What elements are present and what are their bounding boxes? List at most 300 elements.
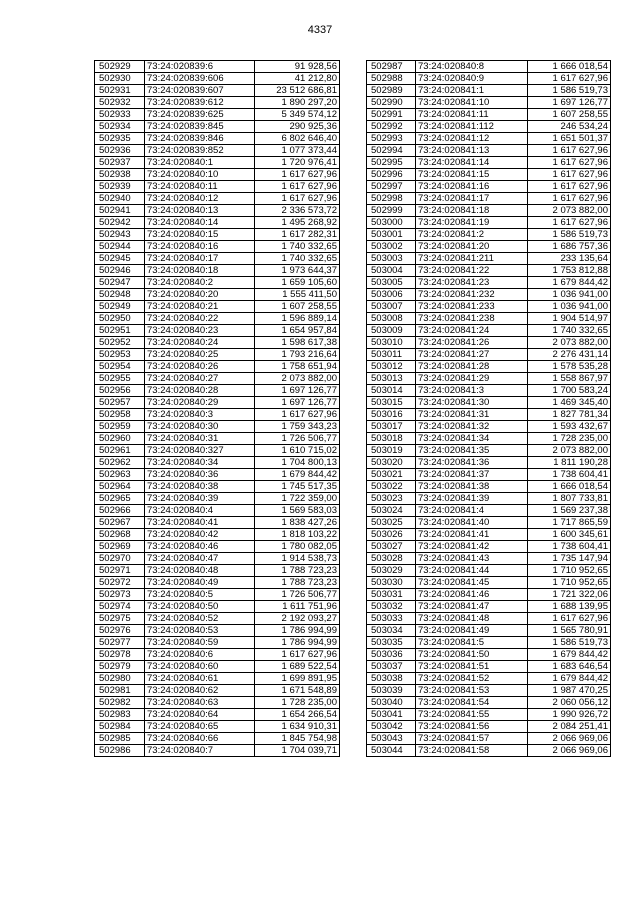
cadastral-number: 73:24:020841:232 — [416, 289, 528, 301]
row-number: 503010 — [367, 337, 416, 349]
row-number: 502946 — [95, 265, 145, 277]
row-number: 502970 — [95, 553, 145, 565]
cadastral-value: 2 073 882,00 — [528, 337, 611, 349]
row-number: 502936 — [95, 145, 145, 157]
cadastral-number: 73:24:020841:47 — [416, 601, 528, 613]
cadastral-table-left — [94, 60, 340, 757]
table-row — [367, 169, 611, 181]
table-row — [95, 241, 340, 253]
table-row — [367, 229, 611, 241]
row-number: 502943 — [95, 229, 145, 241]
row-number: 502974 — [95, 601, 145, 613]
cadastral-value: 2 276 431,14 — [528, 349, 611, 361]
cadastral-value: 1 811 190,28 — [528, 457, 611, 469]
table-row — [367, 637, 611, 649]
cadastral-number: 73:24:020840:27 — [145, 373, 255, 385]
table-row — [95, 277, 340, 289]
row-number: 502958 — [95, 409, 145, 421]
row-number: 503005 — [367, 277, 416, 289]
table-row — [367, 697, 611, 709]
row-number: 503004 — [367, 265, 416, 277]
row-number: 503022 — [367, 481, 416, 493]
row-number: 503032 — [367, 601, 416, 613]
table-row — [367, 709, 611, 721]
row-number: 502965 — [95, 493, 145, 505]
cadastral-number: 73:24:020841:32 — [416, 421, 528, 433]
table-row — [367, 157, 611, 169]
cadastral-value: 1 753 812,88 — [528, 265, 611, 277]
cadastral-value: 1 593 432,67 — [528, 421, 611, 433]
row-number: 502933 — [95, 109, 145, 121]
row-number: 503035 — [367, 637, 416, 649]
cadastral-number: 73:24:020840:52 — [145, 613, 255, 625]
cadastral-number: 73:24:020840:7 — [145, 745, 255, 757]
cadastral-value: 1 818 103,22 — [255, 529, 340, 541]
cadastral-value: 1 651 501,37 — [528, 133, 611, 145]
cadastral-value: 1 666 018,54 — [528, 61, 611, 73]
cadastral-number: 73:24:020841:29 — [416, 373, 528, 385]
cadastral-value: 1 586 519,73 — [528, 637, 611, 649]
cadastral-number: 73:24:020841:30 — [416, 397, 528, 409]
table-row — [95, 265, 340, 277]
cadastral-value: 1 654 266,54 — [255, 709, 340, 721]
cadastral-value: 1 617 627,96 — [528, 217, 611, 229]
row-number: 502983 — [95, 709, 145, 721]
cadastral-number: 73:24:020841:24 — [416, 325, 528, 337]
table-row — [95, 73, 340, 85]
row-number: 502932 — [95, 97, 145, 109]
table-row — [95, 505, 340, 517]
table-row — [95, 349, 340, 361]
cadastral-number: 73:24:020840:59 — [145, 637, 255, 649]
table-row — [367, 589, 611, 601]
cadastral-number: 73:24:020840:23 — [145, 325, 255, 337]
cadastral-value: 1 617 627,96 — [255, 181, 340, 193]
cadastral-number: 73:24:020841:112 — [416, 121, 528, 133]
cadastral-number: 73:24:020840:8 — [416, 61, 528, 73]
cadastral-value: 1 904 514,97 — [528, 313, 611, 325]
table-row — [95, 181, 340, 193]
table-row — [95, 481, 340, 493]
row-number: 502966 — [95, 505, 145, 517]
cadastral-number: 73:24:020840:16 — [145, 241, 255, 253]
cadastral-number: 73:24:020841:13 — [416, 145, 528, 157]
row-number: 502956 — [95, 385, 145, 397]
row-number: 503012 — [367, 361, 416, 373]
row-number: 502934 — [95, 121, 145, 133]
cadastral-value: 1 617 627,96 — [255, 649, 340, 661]
cadastral-value: 1 586 519,73 — [528, 85, 611, 97]
table-row — [95, 301, 340, 313]
table-row — [95, 409, 340, 421]
cadastral-value: 1 838 427,26 — [255, 517, 340, 529]
table-row — [95, 613, 340, 625]
table-row — [95, 445, 340, 457]
table-row — [367, 505, 611, 517]
table-row — [95, 325, 340, 337]
table-row — [95, 397, 340, 409]
cadastral-value: 1 740 332,65 — [255, 253, 340, 265]
row-number: 502993 — [367, 133, 416, 145]
cadastral-number: 73:24:020841:52 — [416, 673, 528, 685]
table-row — [95, 661, 340, 673]
row-number: 503007 — [367, 301, 416, 313]
table-row — [95, 649, 340, 661]
cadastral-number: 73:24:020841:36 — [416, 457, 528, 469]
row-number: 503006 — [367, 289, 416, 301]
row-number: 503003 — [367, 253, 416, 265]
cadastral-value: 1 710 952,65 — [528, 565, 611, 577]
table-row — [367, 265, 611, 277]
cadastral-value: 1 578 535,28 — [528, 361, 611, 373]
table-row — [367, 373, 611, 385]
cadastral-number: 73:24:020841:57 — [416, 733, 528, 745]
table-row — [367, 493, 611, 505]
row-number: 502969 — [95, 541, 145, 553]
row-number: 503036 — [367, 649, 416, 661]
row-number: 502980 — [95, 673, 145, 685]
table-row — [95, 229, 340, 241]
cadastral-number: 73:24:020841:12 — [416, 133, 528, 145]
table-row — [95, 193, 340, 205]
cadastral-value: 290 925,36 — [255, 121, 340, 133]
row-number: 503016 — [367, 409, 416, 421]
cadastral-value: 1 759 343,23 — [255, 421, 340, 433]
row-number: 503001 — [367, 229, 416, 241]
cadastral-value: 1 077 373,44 — [255, 145, 340, 157]
table-row — [95, 145, 340, 157]
table-row — [95, 553, 340, 565]
cadastral-number: 73:24:020840:53 — [145, 625, 255, 637]
cadastral-value: 1 990 926,72 — [528, 709, 611, 721]
table-row — [367, 133, 611, 145]
cadastral-value: 2 073 882,00 — [255, 373, 340, 385]
table-row — [95, 685, 340, 697]
cadastral-number: 73:24:020841:10 — [416, 97, 528, 109]
cadastral-value: 1 679 844,42 — [528, 277, 611, 289]
table-row — [367, 325, 611, 337]
cadastral-number: 73:24:020841:23 — [416, 277, 528, 289]
row-number: 502971 — [95, 565, 145, 577]
row-number: 502950 — [95, 313, 145, 325]
cadastral-number: 73:24:020840:26 — [145, 361, 255, 373]
table-row — [367, 733, 611, 745]
cadastral-value: 1 565 780,91 — [528, 625, 611, 637]
row-number: 502976 — [95, 625, 145, 637]
table-row — [367, 433, 611, 445]
row-number: 503031 — [367, 589, 416, 601]
cadastral-value: 246 534,24 — [528, 121, 611, 133]
cadastral-number: 73:24:020839:845 — [145, 121, 255, 133]
table-row — [367, 517, 611, 529]
cadastral-value: 1 569 237,38 — [528, 505, 611, 517]
cadastral-value: 1 679 844,42 — [528, 649, 611, 661]
cadastral-value: 1 973 644,37 — [255, 265, 340, 277]
row-number: 502978 — [95, 649, 145, 661]
row-number: 503040 — [367, 697, 416, 709]
cadastral-value: 1 586 519,73 — [528, 229, 611, 241]
table-row — [367, 445, 611, 457]
table-row — [367, 721, 611, 733]
table-row — [367, 253, 611, 265]
cadastral-value: 2 066 969,06 — [528, 745, 611, 757]
table-row — [95, 565, 340, 577]
table-row — [367, 601, 611, 613]
cadastral-value: 1 617 627,96 — [255, 409, 340, 421]
cadastral-number: 73:24:020841:16 — [416, 181, 528, 193]
cadastral-number: 73:24:020839:6 — [145, 61, 255, 73]
cadastral-number: 73:24:020841:14 — [416, 157, 528, 169]
cadastral-number: 73:24:020840:29 — [145, 397, 255, 409]
row-number: 503021 — [367, 469, 416, 481]
cadastral-number: 73:24:020841:22 — [416, 265, 528, 277]
table-row — [95, 529, 340, 541]
table-row — [95, 109, 340, 121]
cadastral-number: 73:24:020841:1 — [416, 85, 528, 97]
cadastral-value: 1 617 627,96 — [528, 169, 611, 181]
row-number: 502977 — [95, 637, 145, 649]
table-row — [95, 361, 340, 373]
cadastral-value: 1 611 751,96 — [255, 601, 340, 613]
cadastral-value: 1 036 941,00 — [528, 289, 611, 301]
cadastral-number: 73:24:020841:55 — [416, 709, 528, 721]
cadastral-value: 2 066 969,06 — [528, 733, 611, 745]
cadastral-value: 1 617 627,96 — [255, 169, 340, 181]
cadastral-value: 1 788 723,23 — [255, 565, 340, 577]
table-row — [367, 577, 611, 589]
table-row — [95, 697, 340, 709]
cadastral-number: 73:24:020840:48 — [145, 565, 255, 577]
table-row — [367, 145, 611, 157]
cadastral-value: 1 495 268,92 — [255, 217, 340, 229]
row-number: 503042 — [367, 721, 416, 733]
cadastral-number: 73:24:020840:63 — [145, 697, 255, 709]
cadastral-number: 73:24:020841:11 — [416, 109, 528, 121]
table-row — [95, 313, 340, 325]
table-row — [95, 385, 340, 397]
cadastral-number: 73:24:020841:28 — [416, 361, 528, 373]
row-number: 502979 — [95, 661, 145, 673]
cadastral-number: 73:24:020840:15 — [145, 229, 255, 241]
cadastral-number: 73:24:020841:44 — [416, 565, 528, 577]
table-row — [367, 625, 611, 637]
cadastral-value: 1 617 627,96 — [255, 193, 340, 205]
table-row — [367, 481, 611, 493]
row-number: 503043 — [367, 733, 416, 745]
table-row — [95, 601, 340, 613]
table-row — [95, 61, 340, 73]
table-row — [95, 541, 340, 553]
row-number: 502973 — [95, 589, 145, 601]
cadastral-number: 73:24:020840:65 — [145, 721, 255, 733]
cadastral-value: 1 738 604,41 — [528, 469, 611, 481]
cadastral-number: 73:24:020841:45 — [416, 577, 528, 589]
row-number: 503002 — [367, 241, 416, 253]
table-row — [95, 577, 340, 589]
cadastral-value: 1 617 627,96 — [528, 181, 611, 193]
cadastral-number: 73:24:020840:38 — [145, 481, 255, 493]
cadastral-value: 1 569 583,03 — [255, 505, 340, 517]
cadastral-number: 73:24:020840:42 — [145, 529, 255, 541]
cadastral-number: 73:24:020841:27 — [416, 349, 528, 361]
row-number: 502964 — [95, 481, 145, 493]
table-row — [95, 157, 340, 169]
cadastral-number: 73:24:020840:61 — [145, 673, 255, 685]
table-row — [95, 745, 340, 757]
row-number: 502930 — [95, 73, 145, 85]
row-number: 502955 — [95, 373, 145, 385]
table-row — [95, 421, 340, 433]
cadastral-value: 91 928,56 — [255, 61, 340, 73]
cadastral-number: 73:24:020840:62 — [145, 685, 255, 697]
row-number: 502995 — [367, 157, 416, 169]
table-row — [367, 541, 611, 553]
row-number: 502990 — [367, 97, 416, 109]
row-number: 503044 — [367, 745, 416, 757]
cadastral-value: 1 699 891,95 — [255, 673, 340, 685]
cadastral-number: 73:24:020840:14 — [145, 217, 255, 229]
cadastral-number: 73:24:020841:17 — [416, 193, 528, 205]
cadastral-value: 1 728 235,00 — [528, 433, 611, 445]
row-number: 502952 — [95, 337, 145, 349]
cadastral-value: 1 728 235,00 — [255, 697, 340, 709]
table-row — [367, 385, 611, 397]
cadastral-number: 73:24:020840:46 — [145, 541, 255, 553]
table-row — [95, 469, 340, 481]
table-row — [367, 301, 611, 313]
cadastral-value: 1 845 754,98 — [255, 733, 340, 745]
table-row — [95, 97, 340, 109]
cadastral-number: 73:24:020840:60 — [145, 661, 255, 673]
cadastral-number: 73:24:020840:20 — [145, 289, 255, 301]
cadastral-number: 73:24:020840:30 — [145, 421, 255, 433]
cadastral-number: 73:24:020841:48 — [416, 613, 528, 625]
cadastral-value: 1 807 733,81 — [528, 493, 611, 505]
row-number: 502975 — [95, 613, 145, 625]
row-number: 503014 — [367, 385, 416, 397]
cadastral-value: 1 710 952,65 — [528, 577, 611, 589]
cadastral-value: 2 073 882,00 — [528, 205, 611, 217]
cadastral-value: 1 890 297,20 — [255, 97, 340, 109]
row-number: 503011 — [367, 349, 416, 361]
cadastral-value: 1 654 957,84 — [255, 325, 340, 337]
cadastral-number: 73:24:020841:2 — [416, 229, 528, 241]
row-number: 502994 — [367, 145, 416, 157]
cadastral-number: 73:24:020841:50 — [416, 649, 528, 661]
table-row — [367, 745, 611, 757]
cadastral-number: 73:24:020840:31 — [145, 433, 255, 445]
cadastral-number: 73:24:020840:12 — [145, 193, 255, 205]
cadastral-number: 73:24:020840:64 — [145, 709, 255, 721]
cadastral-value: 1 740 332,65 — [528, 325, 611, 337]
cadastral-number: 73:24:020841:51 — [416, 661, 528, 673]
table-row — [367, 121, 611, 133]
row-number: 502945 — [95, 253, 145, 265]
row-number: 503015 — [367, 397, 416, 409]
row-number: 502987 — [367, 61, 416, 73]
cadastral-number: 73:24:020841:39 — [416, 493, 528, 505]
cadastral-number: 73:24:020841:54 — [416, 697, 528, 709]
row-number: 503020 — [367, 457, 416, 469]
cadastral-value: 1 788 723,23 — [255, 577, 340, 589]
row-number: 503018 — [367, 433, 416, 445]
cadastral-number: 73:24:020840:47 — [145, 553, 255, 565]
cadastral-value: 1 987 470,25 — [528, 685, 611, 697]
row-number: 503029 — [367, 565, 416, 577]
cadastral-value: 1 469 345,40 — [528, 397, 611, 409]
row-number: 503017 — [367, 421, 416, 433]
cadastral-value: 1 683 646,54 — [528, 661, 611, 673]
table-row — [95, 169, 340, 181]
cadastral-number: 73:24:020840:327 — [145, 445, 255, 457]
row-number: 502941 — [95, 205, 145, 217]
row-number: 502954 — [95, 361, 145, 373]
table-row — [367, 85, 611, 97]
row-number: 503024 — [367, 505, 416, 517]
cadastral-number: 73:24:020839:852 — [145, 145, 255, 157]
cadastral-value: 1 704 039,71 — [255, 745, 340, 757]
cadastral-number: 73:24:020840:34 — [145, 457, 255, 469]
cadastral-number: 73:24:020840:50 — [145, 601, 255, 613]
row-number: 502953 — [95, 349, 145, 361]
cadastral-value: 1 679 844,42 — [255, 469, 340, 481]
cadastral-number: 73:24:020841:38 — [416, 481, 528, 493]
table-row — [367, 109, 611, 121]
table-row — [95, 493, 340, 505]
table-row — [367, 337, 611, 349]
cadastral-value: 1 914 538,73 — [255, 553, 340, 565]
row-number: 502938 — [95, 169, 145, 181]
table-row — [367, 409, 611, 421]
cadastral-value: 41 212,80 — [255, 73, 340, 85]
row-number: 503034 — [367, 625, 416, 637]
cadastral-number: 73:24:020840:1 — [145, 157, 255, 169]
table-row — [95, 337, 340, 349]
table-row — [367, 529, 611, 541]
cadastral-value: 1 659 105,60 — [255, 277, 340, 289]
row-number: 503000 — [367, 217, 416, 229]
cadastral-table-right — [366, 60, 611, 757]
cadastral-value: 1 726 506,77 — [255, 589, 340, 601]
cadastral-number: 73:24:020840:3 — [145, 409, 255, 421]
cadastral-number: 73:24:020841:41 — [416, 529, 528, 541]
cadastral-value: 1 679 844,42 — [528, 673, 611, 685]
cadastral-number: 73:24:020839:612 — [145, 97, 255, 109]
table-row — [367, 181, 611, 193]
cadastral-value: 2 084 251,41 — [528, 721, 611, 733]
table-row — [95, 253, 340, 265]
table-row — [367, 421, 611, 433]
row-number: 502996 — [367, 169, 416, 181]
table-row — [367, 349, 611, 361]
row-number: 502997 — [367, 181, 416, 193]
row-number: 502967 — [95, 517, 145, 529]
cadastral-number: 73:24:020841:56 — [416, 721, 528, 733]
cadastral-value: 1 671 548,89 — [255, 685, 340, 697]
table-row — [95, 517, 340, 529]
row-number: 503037 — [367, 661, 416, 673]
cadastral-number: 73:24:020841:43 — [416, 553, 528, 565]
cadastral-value: 6 802 646,40 — [255, 133, 340, 145]
cadastral-number: 73:24:020840:5 — [145, 589, 255, 601]
cadastral-number: 73:24:020841:46 — [416, 589, 528, 601]
cadastral-number: 73:24:020841:4 — [416, 505, 528, 517]
table-row — [95, 133, 340, 145]
cadastral-number: 73:24:020840:4 — [145, 505, 255, 517]
cadastral-number: 73:24:020840:66 — [145, 733, 255, 745]
cadastral-number: 73:24:020841:58 — [416, 745, 528, 757]
cadastral-number: 73:24:020841:49 — [416, 625, 528, 637]
